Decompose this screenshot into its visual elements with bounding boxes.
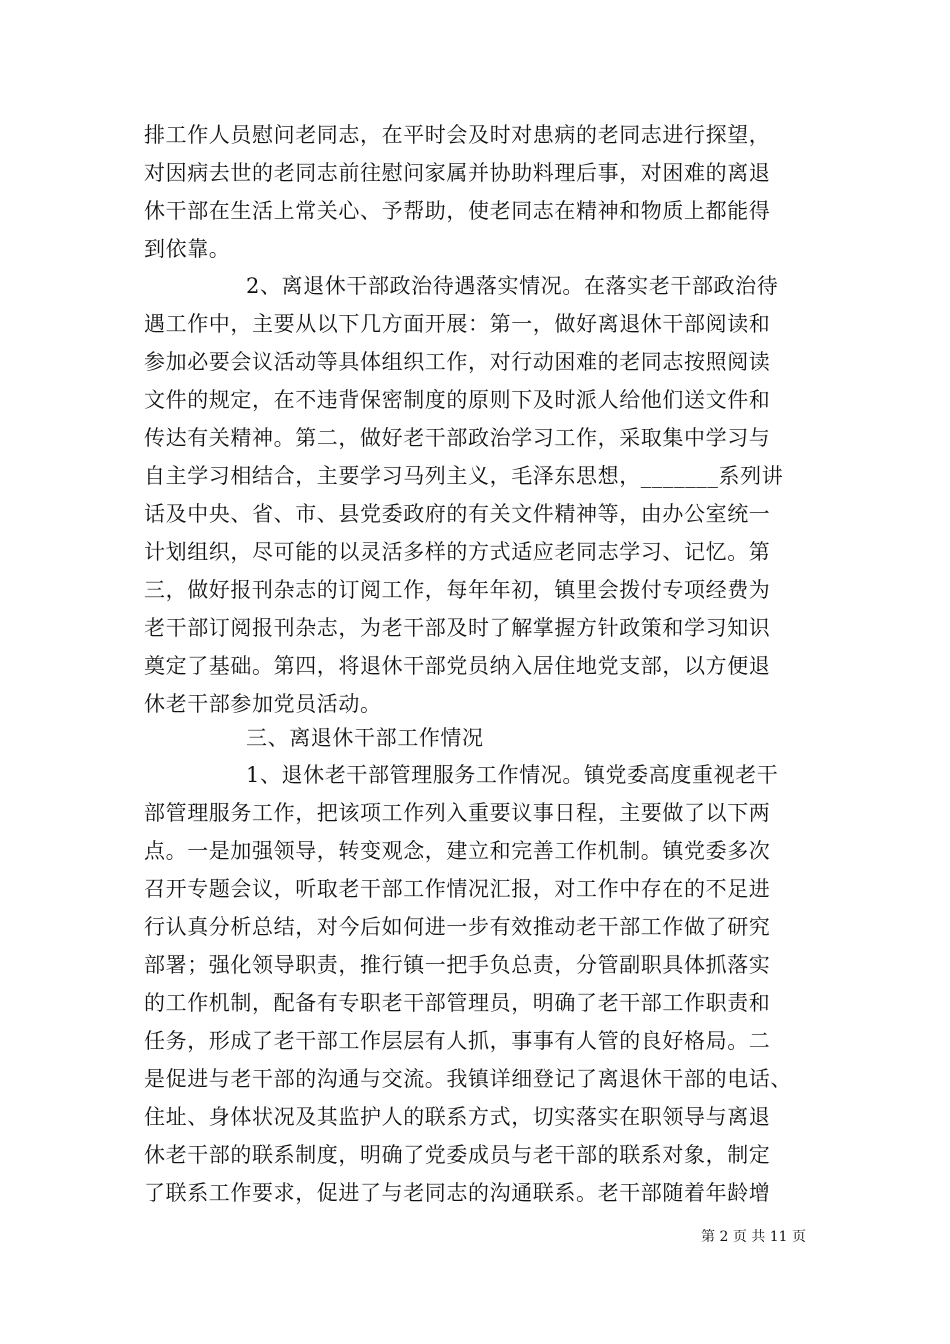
text-line-14: 老干部订阅报刊杂志，为老干部及时了解掌握方针政策和学习知识 [144,616,771,640]
text-line-5: 2、离退休干部政治待遇落实情况。在落实老干部政治待 [246,274,779,298]
text-line-3: 休干部在生活上常关心、予帮助，使老同志在精神和物质上都能得 [144,199,771,223]
text-line-6: 遇工作中，主要从以下几方面开展：第一，做好离退休干部阅读和 [144,312,771,336]
text-line-28: 休老干部的联系制度，明确了党委成员与老干部的联系对象，制定 [144,1143,771,1167]
text-line-13: 三，做好报刊杂志的订阅工作，每年年初，镇里会拨付专项经费为 [144,578,771,602]
text-line-7: 参加必要会议活动等具体组织工作，对行动困难的老同志按照阅读 [144,350,771,374]
text-line-19: 部管理服务工作，把该项工作列入重要议事日程，主要做了以下两 [144,801,771,825]
text-line-4: 到依靠。 [144,237,231,261]
text-line-1: 排工作人员慰问老同志，在平时会及时对患病的老同志进行探望， [144,123,771,147]
text-line-12: 计划组织，尽可能的以灵活多样的方式适应老同志学习、记忆。第 [144,540,771,564]
text-line-9: 传达有关精神。第二，做好老干部政治学习工作，采取集中学习与 [144,426,771,450]
text-line-8: 文件的规定，在不违背保密制度的原则下及时派人给他们送文件和 [144,388,771,412]
text-line-10: 自主学习相结合，主要学习马列主义，毛泽东思想，_______系列讲 [144,464,784,488]
text-line-23: 部署；强化领导职责，推行镇一把手负总责，分管副职具体抓落实 [144,953,771,977]
text-line-22: 行认真分析总结，对今后如何进一步有效推动老干部工作做了研究 [144,915,771,939]
text-line-16: 休老干部参加党员活动。 [144,692,382,716]
text-line-20: 点。一是加强领导，转变观念，建立和完善工作机制。镇党委多次 [144,839,771,863]
text-line-29: 了联系工作要求，促进了与老同志的沟通联系。老干部随着年龄增 [144,1181,771,1205]
text-line-24: 的工作机制，配备有专职老干部管理员，明确了老干部工作职责和 [144,991,771,1015]
text-line-27: 住址、身体状况及其监护人的联系方式，切实落实在职领导与离退 [144,1105,771,1129]
page-number: 第 2 页 共 11 页 [701,1229,806,1245]
text-line-21: 召开专题会议，听取老干部工作情况汇报，对工作中存在的不足进 [144,877,771,901]
text-line-15: 奠定了基础。第四，将退休干部党员纳入居住地党支部，以方便退 [144,654,771,678]
text-line-26: 是促进与老干部的沟通与交流。我镇详细登记了离退休干部的电话、 [144,1067,792,1091]
text-line-11: 话及中央、省、市、县党委政府的有关文件精神等，由办公室统一 [144,502,771,526]
text-line-25: 任务，形成了老干部工作层层有人抓，事事有人管的良好格局。二 [144,1029,771,1053]
text-line-2: 对因病去世的老同志前往慰问家属并协助料理后事，对困难的离退 [144,161,771,185]
section-heading: 三、离退休干部工作情况 [246,726,484,750]
text-line-18: 1、退休老干部管理服务工作情况。镇党委高度重视老干 [246,763,779,787]
